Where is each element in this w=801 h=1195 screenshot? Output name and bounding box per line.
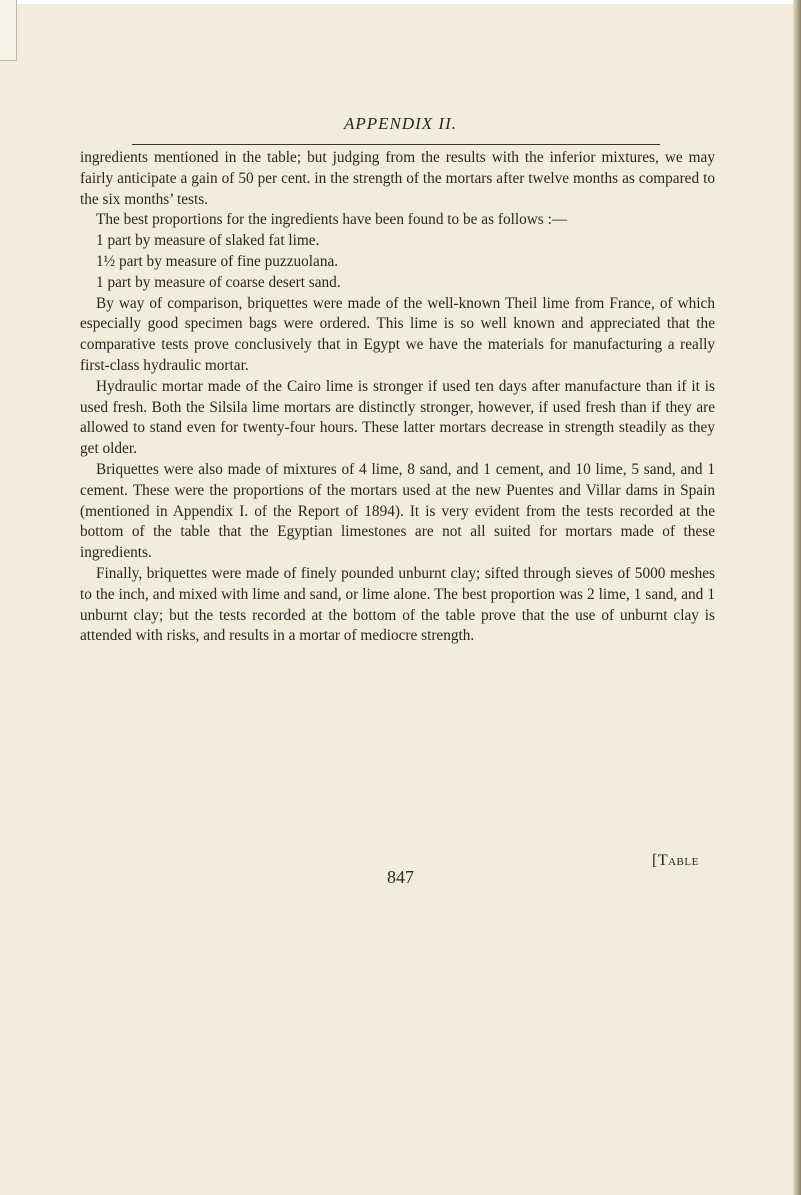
paragraph-theil-lime: By way of comparison, briquettes were made of the well-known Theil lime from France, of which especially good specimen bags were ordered. This lime is so well known and appreciated that the comparative tests prove conclusively that in Egypt we have the materials for manufacturing a really first-class hydraulic mortar. xyxy=(80,294,715,374)
proportion-item-puzzuolana: 1½ part by measure of fine puzzuolana. xyxy=(96,252,339,270)
scan-corner-mark xyxy=(0,0,17,61)
header-rule xyxy=(132,144,660,145)
paragraph-proportions-intro: The best proportions for the ingredients have been found to be as follows :— xyxy=(96,211,568,229)
catchword: [Table xyxy=(652,852,699,869)
page-number: 847 xyxy=(387,867,414,887)
scan-edge-right xyxy=(793,0,801,1195)
paragraph-briquette-mixtures: Briquettes were also made of mixtures of 4 lime, 8 sand, and 1 cement, and 10 lime, 5 sand, and 1 cement. These were the proportions of the mortars used at the new Puentes and Villar dams in Spain (mentioned in Appendix I. of the Report of 1894). It is very evident from the tests recorded at the bottom of the table that the Egyptian limestones are not all suited for mortars made of these ingredients. xyxy=(80,460,715,562)
scan-edge-top xyxy=(0,0,801,4)
paragraph-unburnt-clay: Finally, briquettes were made of finely pounded unburnt clay; sifted through sieves of 5000 meshes to the inch, and mixed with lime and sand, or lime alone. The best proportion was 2 lime, 1 sand, and 1 unburnt clay; but the tests recorded at the bottom of the table prove that the use of unburnt clay is attended with risks, and results in a mortar of mediocre strength. xyxy=(80,564,715,645)
proportion-item-lime: 1 part by measure of slaked fat lime. xyxy=(96,232,320,250)
paragraph-cairo-lime: Hydraulic mortar made of the Cairo lime is stronger if used ten days after manufacture than if it is used fresh. Both the Silsila lime mortars are distinctly stronger, however, if used fresh than if they are allowed to stand even for twenty-four hours. These latter mortars decrease in strength steadily as they get older. xyxy=(80,377,715,458)
body-text xyxy=(80,148,715,647)
paragraph-continuation: ingredients mentioned in the table; but judging from the results with the inferior mixtures, we may fairly anticipate a gain of 50 per cent. in the strength of the mortars after twelve months as compared to the six months’ tests. xyxy=(80,149,715,208)
proportion-item-sand: 1 part by measure of coarse desert sand. xyxy=(96,273,341,291)
running-head: APPENDIX II. xyxy=(343,114,458,133)
